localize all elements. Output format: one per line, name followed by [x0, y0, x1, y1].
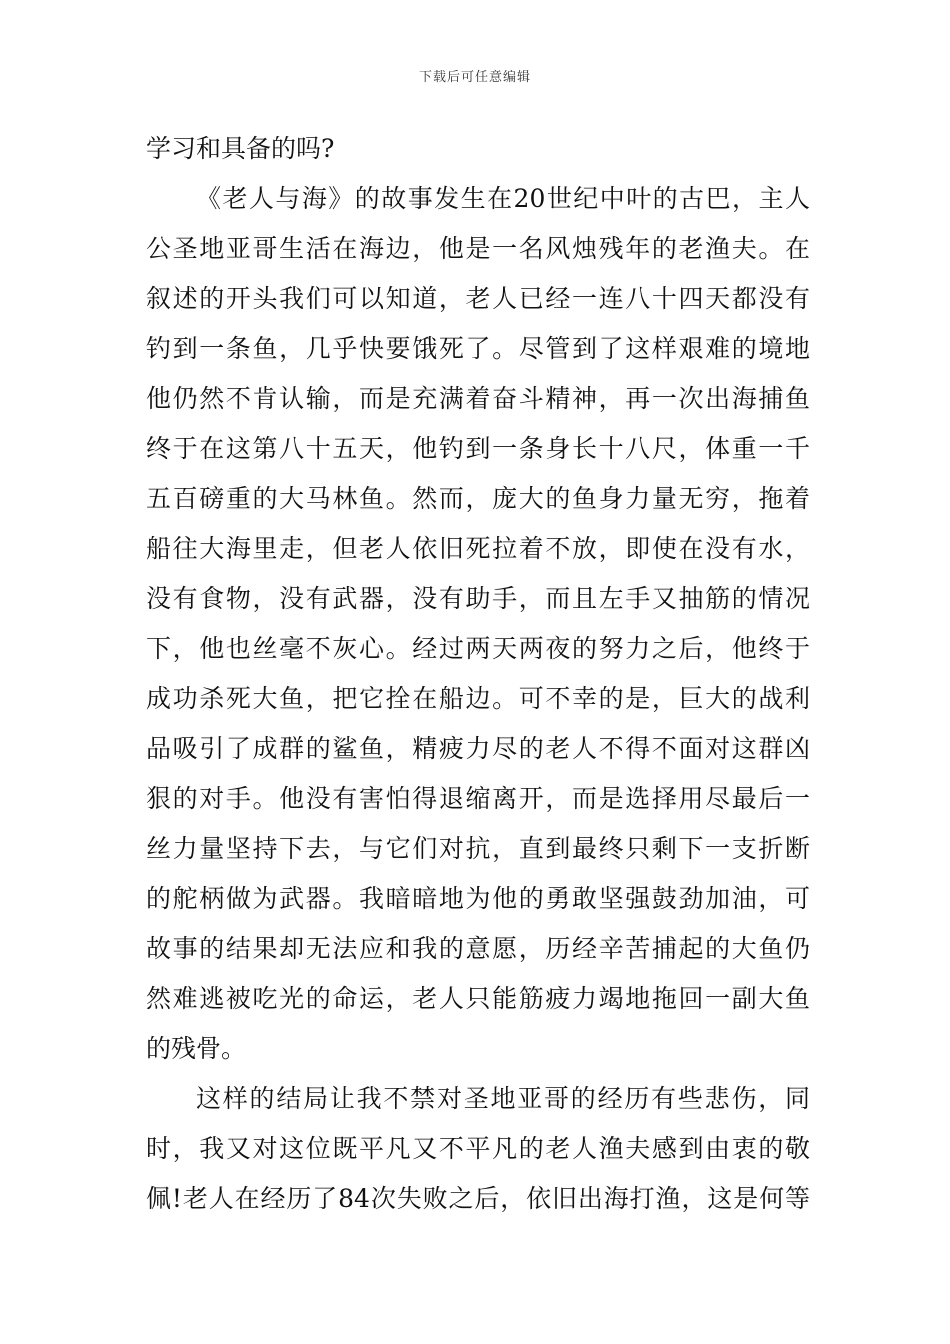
text-line: 时，我又对这位既平凡又不平凡的老人渔夫感到由衷的敬 [146, 1134, 810, 1163]
text-line: 的舵柄做为武器。我暗暗地为他的勇敢坚强鼓劲加油，可 [146, 884, 810, 913]
text-line: 终于在这第八十五天，他钓到一条身长十八尺，体重一千 [146, 434, 810, 463]
text-line: 船往大海里走，但老人依旧死拉着不放，即使在没有水， [146, 534, 810, 563]
text-line: 学习和具备的吗? [146, 134, 335, 163]
text-line: 五百磅重的大马林鱼。然而，庞大的鱼身力量无穷，拖着 [146, 484, 810, 513]
text-line: 品吸引了成群的鲨鱼，精疲力尽的老人不得不面对这群凶 [146, 734, 810, 763]
text-line: 成功杀死大鱼，把它拴在船边。可不幸的是，巨大的战利 [146, 684, 810, 713]
text-line: 下，他也丝毫不灰心。经过两天两夜的努力之后，他终于 [146, 634, 810, 663]
text-line: 他仍然不肯认输，而是充满着奋斗精神，再一次出海捕鱼 [146, 384, 810, 413]
text-line: 没有食物，没有武器，没有助手，而且左手又抽筋的情况 [146, 584, 810, 613]
text-line: 叙述的开头我们可以知道，老人已经一连八十四天都没有 [146, 284, 810, 313]
text-line: 公圣地亚哥生活在海边，他是一名风烛残年的老渔夫。在 [146, 234, 810, 263]
text-line: 然难逃被吃光的命运，老人只能筋疲力竭地拖回一副大鱼 [146, 984, 810, 1013]
text-line: 《老人与海》的故事发生在20世纪中叶的古巴，主人 [196, 184, 810, 213]
text-line: 这样的结局让我不禁对圣地亚哥的经历有些悲伤，同 [196, 1084, 810, 1113]
text-line: 的残骨。 [146, 1034, 247, 1063]
text-line: 钓到一条鱼，几乎快要饿死了。尽管到了这样艰难的境地 [146, 334, 810, 363]
page-header: 下载后可任意编辑 [418, 70, 531, 85]
text-line: 丝力量坚持下去，与它们对抗，直到最终只剩下一支折断 [146, 834, 810, 863]
text-line: 故事的结果却无法应和我的意愿，历经辛苦捕起的大鱼仍 [146, 934, 810, 963]
text-line: 佩!老人在经历了84次失败之后，依旧出海打渔，这是何等 [146, 1184, 810, 1213]
text-line: 狠的对手。他没有害怕得退缩离开，而是选择用尽最后一 [146, 784, 810, 813]
